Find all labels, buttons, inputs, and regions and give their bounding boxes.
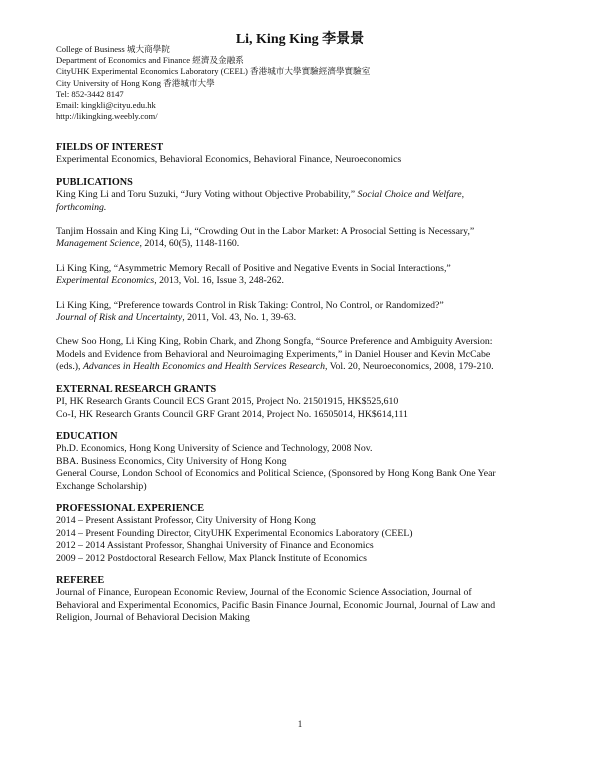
cv-content (56, 142, 556, 625)
publication-item (56, 300, 556, 325)
referee-line: Behavioral and Experimental Economics, Pacific Basin Finance Journal, Economic Journal, Journal of Law and (56, 599, 496, 611)
pub3-details: , 2013, Vol. 16, Issue 3, 248-262. (154, 275, 284, 287)
contact-university: City University of Hong Kong 香港城市大學 (56, 77, 215, 88)
education-item: General Course, London School of Economics and Political Science, (Sponsored by Hong Kong Bank One Year (56, 468, 496, 480)
contact-website[interactable]: http://likingking.weebly.com/ (56, 111, 158, 122)
publications-list (56, 189, 556, 373)
grant-item: Co-I, HK Research Grants Council GRF Grant 2014, Project No. 16505014, HK$614,111 (56, 408, 408, 420)
contact-college: College of Business 城大商學院 (56, 44, 170, 54)
experience-item: 2009 – 2012 Postdoctoral Research Fellow, Max Planck Institute of Economics (56, 552, 367, 564)
pub5-authors-title: Chew Soo Hong, Li King King, Robin Chark, and Zhong Songfa, “Source Preference and Ambiguity Aversion: (56, 336, 493, 348)
experience-heading: PROFESSIONAL EXPERIENCE (56, 502, 205, 514)
publication-item (56, 336, 556, 373)
pub1-status: forthcoming. (56, 201, 107, 213)
pub4-authors-title: Li King King, “Preference towards Control in Risk Taking: Control, No Control, or Randomized?” (56, 299, 444, 311)
pub1-venue: Social Choice and Welfare, (357, 189, 465, 201)
education-heading: EDUCATION (56, 430, 118, 442)
fields-heading: FIELDS OF INTEREST (56, 142, 164, 153)
pub5-title-cont: Models and Evidence from Behavioral and Neuroimaging Experiments,” in Daniel Houser and Kevin McCabe (56, 348, 491, 360)
pub2-venue: Management Science (56, 238, 140, 250)
education-item-cont: Exchange Scholarship) (56, 480, 147, 492)
pub4-details: , 2011, Vol. 43, No. 1, 39-63. (182, 312, 297, 324)
publication-item (56, 263, 556, 288)
contact-phone: Tel: 852-3442 8147 (56, 88, 124, 99)
education-item: Ph.D. Economics, Hong Kong University of Science and Technology, 2008 Nov. (56, 443, 373, 455)
referee-line: Religion, Journal of Behavioral Decision Making (56, 612, 250, 624)
pub2-authors-title: Tanjim Hossain and King King Li, “Crowding Out in the Labor Market: A Prosocial Setting is Necessary,” (56, 226, 475, 238)
pub4-venue: Journal of Risk and Uncertainty (56, 312, 183, 324)
education-item: BBA. Business Economics, City University of Hong Kong (56, 455, 287, 467)
experience-item: 2012 – 2014 Assistant Professor, Shanghai University of Finance and Economics (56, 540, 374, 552)
contact-email[interactable]: Email: kingkli@cityu.edu.hk (56, 100, 156, 111)
page-number: 1 (297, 719, 303, 729)
contact-block (56, 44, 370, 122)
page-title: Li, King King 李景景 (235, 32, 365, 47)
pub5-venue: Advances in Health Economics and Health Services Research (82, 361, 325, 373)
grants-heading: EXTERNAL RESEARCH GRANTS (56, 383, 217, 395)
experience-item: 2014 – Present Assistant Professor, City University of Hong Kong (56, 515, 316, 527)
pub3-authors-title: Li King King, “Asymmetric Memory Recall of Positive and Negative Events in Social Interactions,” (56, 262, 451, 274)
publication-item (56, 189, 556, 214)
publications-heading: PUBLICATIONS (56, 176, 133, 188)
referee-line: Journal of Finance, European Economic Review, Journal of the Economic Science Association, Journal of (56, 587, 472, 599)
pub1-authors-title: King King Li and Toru Suzuki, “Jury Voting without Objective Probability,” (56, 189, 358, 201)
publication-item (56, 226, 556, 251)
grant-item: PI, HK Research Grants Council ECS Grant 2015, Project No. 21501915, HK$525,610 (56, 396, 399, 408)
fields-text: Experimental Economics, Behavioral Economics, Behavioral Finance, Neuroeconomics (56, 154, 402, 166)
pub3-venue: Experimental Economics (56, 275, 155, 287)
pub5-eds: (eds.), (56, 361, 83, 373)
contact-lab: CityUHK Experimental Economics Laboratory (CEEL) 香港城市大學實驗經濟學實驗室 (56, 66, 371, 77)
contact-department: Department of Economics and Finance 經濟及金融系 (56, 55, 244, 66)
pub2-details: , 2014, 60(5), 1148-1160. (139, 238, 240, 250)
referee-heading: REFEREE (56, 574, 105, 586)
experience-item: 2014 – Present Founding Director, CityUHK Experimental Economics Laboratory (CEEL) (56, 527, 413, 539)
pub5-details: , Vol. 20, Neuroeconomics, 2008, 179-210. (324, 361, 494, 373)
